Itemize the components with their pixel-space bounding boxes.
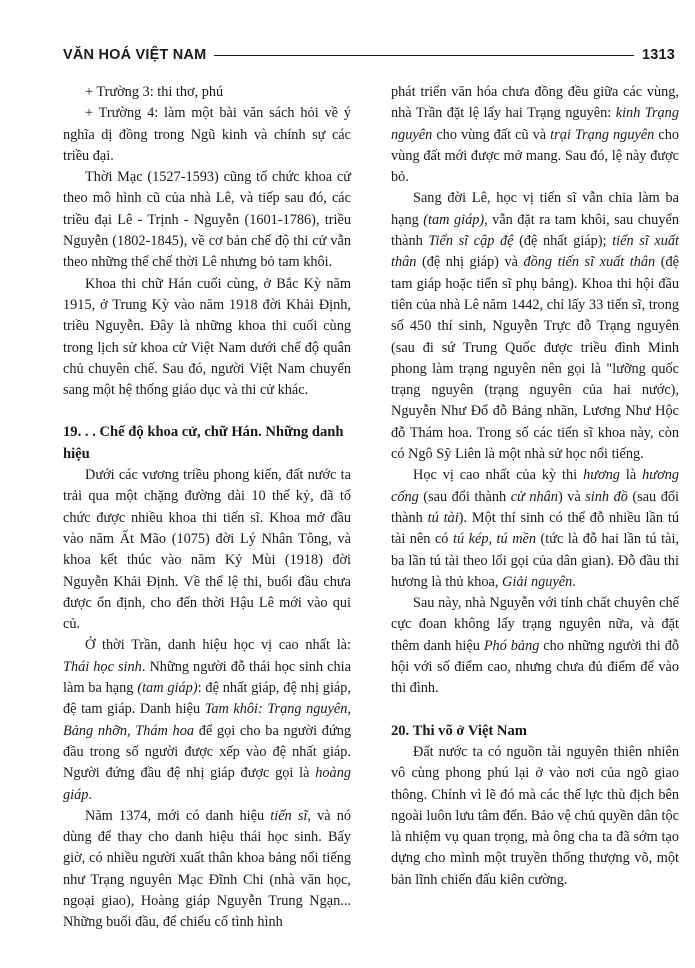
paragraph: Ở thời Trần, danh hiệu học vị cao nhất là: Thái học sinh. Những người đỗ thái học sinh chia làm ba hạng (tam giáp): đệ nhất giáp, đệ nhị giáp, đệ tam giáp. Danh hiệu Tam khôi: Trạng nguyên, Bảng nhỡn, Thám hoa để gọi cho ba người đứng đầu trong số người được xếp vào đệ nhất giáp. Người đứng đầu đệ nhị giáp được gọi là hoàng giáp. [63, 637, 351, 803]
paragraph: + Trường 3: thi thơ, phú [85, 84, 224, 100]
page-number: 1313 [641, 47, 675, 63]
section-heading-20: 20. Thi võ ở Việt Nam [391, 722, 527, 739]
book-title: VĂN HOÁ VIỆT NAM [63, 47, 207, 63]
paragraph: + Trường 4: làm một bài văn sách hỏi về ý nghĩa dị đồng trong Ngũ kinh và chính sự các triều đại. [63, 105, 351, 164]
running-header [63, 44, 675, 66]
paragraph: Năm 1374, mới có danh hiệu tiến sĩ, và nó dùng để thay cho danh hiệu thái học sinh. Bấy giờ, có nhiều người xuất thân khoa bảng nổi tiếng như Trạng nguyên Mạc Đĩnh Chi (nhà văn học, ngoại giao), Hoàng giáp Nguyễn Trung Ngạn... Những buổi đầu, để chiếu cố tình hình [63, 807, 351, 931]
paragraph: Khoa thi chữ Hán cuối cùng, ở Bắc Kỳ năm 1915, ở Trung Kỳ vào năm 1918 đời Khải Định, triều Nguyễn. Đây là những khoa thi cuối cùng trong lịch sử khoa cử Việt Nam dưới chế độ quân chủ chuyên chế. Sau đó, người Việt Nam chuyển sang một hệ thống giáo dục và thi cử khác. [63, 275, 351, 399]
paragraph: Đất nước ta có nguồn tài nguyên thiên nhiên vô cùng phong phú lại ở vào nơi của ngõ giao thông. Chính vì lẽ đó mà các thế lực thù địch bên ngoài luôn lưu tâm đến. Bảo vệ chủ quyền dân tộc là nhiệm vụ quan trọng, mà ông cha ta đã sớm tạo dựng cho mình một truyền thống thượng võ, một bản lĩnh chiến đấu kiên cường. [391, 743, 679, 888]
paragraph: Thời Mạc (1527-1593) cũng tổ chức khoa cử theo mô hình cũ của nhà Lê, và tiếp sau đó, các triều đại Lê - Trịnh - Nguyễn (1601-1786), triều Nguyễn (1802-1845), về cơ bản chế độ thi cử vẫn theo những thể chế thời Lê nhưng bỏ tam khôi. [63, 169, 351, 271]
paragraph: Học vị cao nhất của kỳ thi hương là hương cống (sau đổi thành cử nhân) và sinh đồ (sau đổi thành tú tài). Một thí sinh có thể đỗ nhiều lần tú tài nên có tú kép, tú mền (tức là đỗ hai lần tú tài, ba lần tú tài theo lối gọi của dân gian). Đỗ đầu thi hương là thủ khoa, Giải nguyên. [391, 467, 679, 590]
left-column [63, 82, 351, 934]
right-column [391, 82, 679, 891]
paragraph: phát triển văn hóa chưa đồng đều giữa các vùng, nhà Trần đặt lệ lấy hai Trạng nguyên: kinh Trạng nguyên cho vùng đất cũ và trại Trạng nguyên cho vùng đất mới được mở mang. Sau đó, lệ này được bỏ. [391, 84, 679, 186]
paragraph: Dưới các vương triều phong kiến, đất nước ta trải qua một chặng đường dài 10 thế kỷ, đã tổ chức được nhiều khoa thi tiến sĩ. Khoa mở đầu vào năm Ất Mão (1075) đời Lý Nhân Tông, và khoa kết thúc vào năm Kỷ Mùi (1918) đời Nguyễn Khải Định. Về thể lệ thi, buổi đầu chưa được ổn định, cho đến thời Hậu Lê mới vào qui củ. [63, 467, 351, 633]
header-rule [214, 55, 634, 56]
section-heading-19: 19. . . Chế độ khoa cử, chữ Hán. Những danh hiệu [63, 424, 344, 462]
paragraph: Sau này, nhà Nguyễn với tính chất chuyên chế cực đoan không lấy trạng nguyên nữa, và đặt thêm danh hiệu Phó bảng cho những người thi đỗ hội với số điểm cao, nhưng chưa đủ điểm để vào thi đình. [391, 595, 680, 697]
paragraph: Sang đời Lê, học vị tiến sĩ vẫn chia làm ba hạng (tam giáp), vẫn đặt ra tam khôi, sau chuyển thành Tiến sĩ cập đệ (đệ nhất giáp); tiến sĩ xuất thân (đệ nhị giáp) và đồng tiến sĩ xuất thân (đệ tam giáp hoặc tiến sĩ phụ bảng). Khoa thi hội đầu tiên của nhà Lê năm 1442, chỉ lấy 33 tiến sĩ, trong số 450 thí sinh, Nguyễn Trực đỗ Trạng nguyên (sau đi sứ Trung Quốc được triều đình Minh phong làm trạng nguyên nên gọi là "lưỡng quốc trạng nguyên (trạng nguyên của hai nước), Nguyễn Như Đổ đỗ Bảng nhãn, Lương Như Hộc đỗ Thám hoa. Trong số các tiến sĩ khoa này, còn có Ngô Sỹ Liên là một nhà sử học nổi tiếng. [391, 190, 679, 463]
